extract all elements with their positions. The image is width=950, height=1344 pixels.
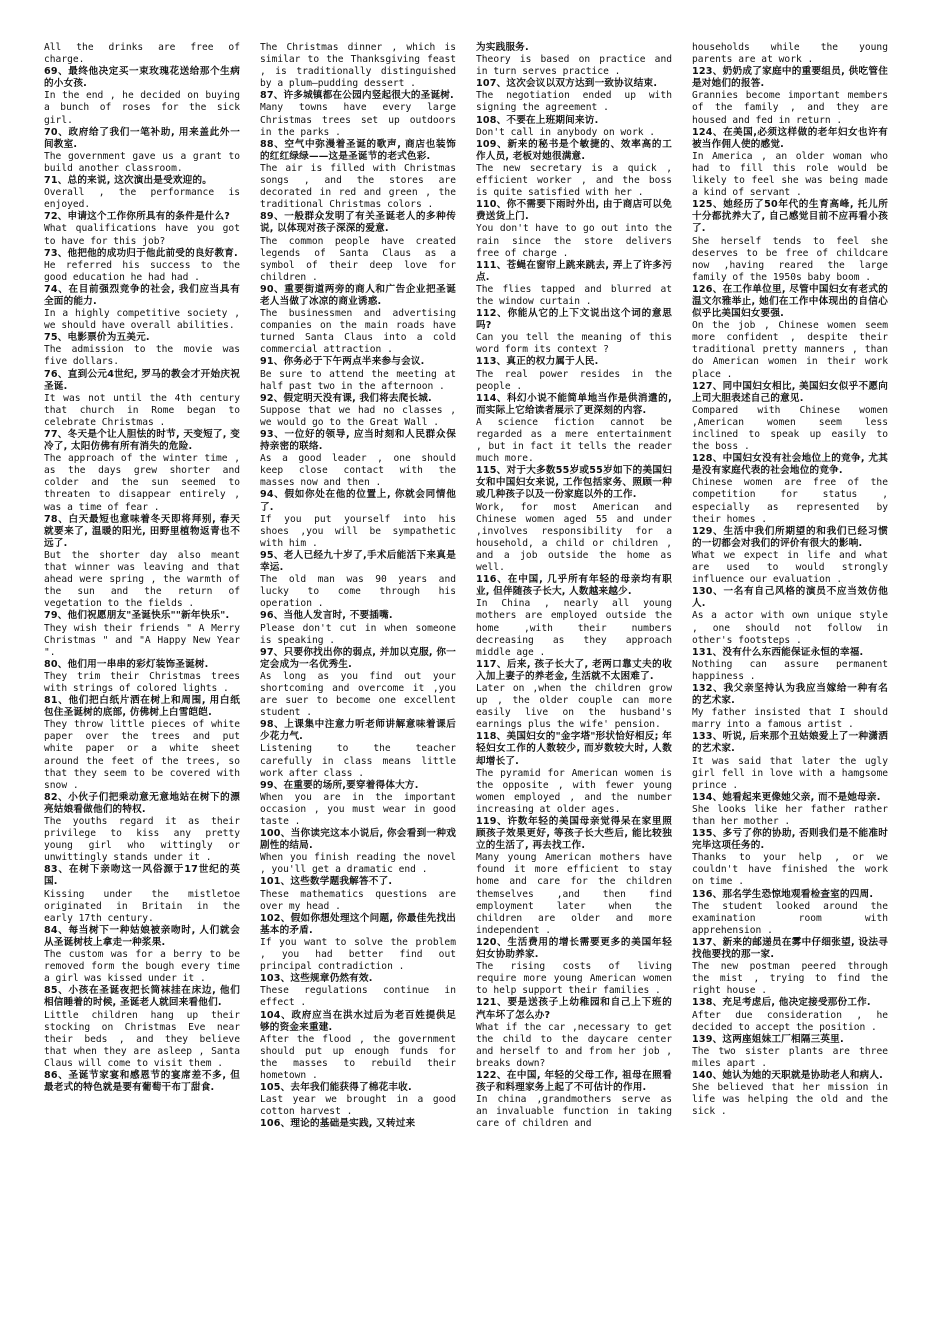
english-translation: What qualifications have you got to have for this job? <box>44 223 246 247</box>
chinese-sentence: 128、中国妇女没有社会地位上的竞争, 尤其是没有家庭代表的社会地位的竞争. <box>692 453 888 477</box>
text-column-2 <box>260 42 462 1334</box>
english-translation: It was said that later the ugly girl fell in love with a hamgsome prince . <box>692 755 894 791</box>
chinese-sentence: 111、苍蝇在窗帘上跳来跳去, 弄上了许多污点. <box>476 259 672 283</box>
chinese-sentence: 110、你不需要下雨时外出, 由于商店可以免费送货上门. <box>476 199 672 223</box>
english-translation: Work, for most American and Chinese women aged 55 and under ,involves responsibility for a household, a child or children , and a job outside the home as well. <box>476 501 678 574</box>
chinese-sentence: 114、科幻小说不能简单地当作是供消遣的, 而实际上它给读者展示了更深刻的内容. <box>476 392 676 416</box>
text-column-1 <box>44 42 246 1334</box>
english-translation: It was not until the 4th century that church in Rome began to celebrate Christmas . <box>44 392 246 428</box>
chinese-sentence: 130、一名有自己风格的演员不应当效仿他人. <box>692 586 888 610</box>
english-translation: In a highly competitive society , we should have overall abilities. <box>44 308 246 332</box>
chinese-sentence: 91、你务必于下午两点半来参与会议. <box>260 356 425 368</box>
chinese-sentence: 89、一般群众发明了有关圣诞老人的多种传说, 以体现对孩子深深的爱意. <box>260 211 456 235</box>
chinese-sentence: 69、最终他决定买一束玫瑰花送给那个生病的小女孩. <box>44 66 240 90</box>
chinese-sentence: 124、在美国,必须这样做的老年妇女也许有被当作佣人使的感觉. <box>692 126 888 150</box>
chinese-sentence: 106、理论的基础是实践, 又转过来 <box>260 1118 416 1130</box>
english-translation: Can you tell the meaning of this word form its context ? <box>476 332 678 356</box>
english-translation: All the drinks are free of charge. <box>44 42 246 66</box>
chinese-sentence: 103、这些规章仍然有效. <box>260 973 373 985</box>
chinese-sentence: 117、后来, 孩子长大了, 老两口靠丈夫的收入加上妻子的养老金, 生活就不太困难了. <box>476 658 672 682</box>
chinese-sentence: 97、只要你找出你的弱点, 并加以克服, 你一定会成为一名优秀生. <box>260 646 456 670</box>
english-translation: She believed that her mission in life was helping the old and the sick . <box>692 1082 894 1118</box>
english-translation: The new postman peered through the mist , trying to find the right house . <box>692 961 894 997</box>
english-translation: On the job , Chinese women seem more confident , despite their traditional pretty manners , than do American women in their work place . <box>692 320 894 380</box>
english-translation: Don't call in anybody on work . <box>476 126 656 138</box>
english-translation: In the end , he decided on buying a bunch of roses for the sick girl. <box>44 90 246 126</box>
english-translation: The real power resides in the people . <box>476 368 678 392</box>
chinese-sentence: 83、在树下亲吻这一风俗源于17世纪的英国. <box>44 864 240 888</box>
english-translation: The admission to the movie was five dollars. <box>44 344 246 368</box>
chinese-sentence: 115、对于大多数55岁或55岁如下的美国妇女和中国妇女来说, 工作包括家务、照顾一种或几种孩子以及一份家庭以外的工作. <box>476 465 672 501</box>
chinese-sentence: 72、申请这个工作你所具有的条件是什么? <box>44 211 231 223</box>
chinese-sentence: 121、要是送孩子上幼稚园和自己上下班的汽车坏了怎么办? <box>476 997 672 1021</box>
chinese-sentence: 102、假如你想处理这个问题, 你最佳先找出基本的矛盾. <box>260 912 456 936</box>
chinese-sentence: 92、假定明天没有课, 我们将去爬长城. <box>260 392 432 404</box>
chinese-sentence: 77、冬天是个让人胆怯的时节, 天变短了, 变冷了, 太阳仿佛有所有消失的危险. <box>44 429 240 453</box>
english-translation: The two sister plants are three miles apart . <box>692 1045 894 1069</box>
chinese-sentence: 99、在重要的场所,要穿着得体大方. <box>260 779 419 791</box>
chinese-sentence: 90、重要街道两旁的商人和广告企业把圣诞老人当做了冰凉的商业诱惑. <box>260 283 456 307</box>
english-translation: Last year we brought in a good cotton harvest . <box>260 1094 462 1118</box>
english-translation: If you put yourself into his shoes ,you will be sympathetic with him . <box>260 513 462 549</box>
chinese-sentence: 140、她认为她的天职就是协助老人和病人. <box>692 1069 883 1081</box>
english-translation: households while the young parents are at work . <box>692 42 894 66</box>
english-translation: These mathematics questions are over my head . <box>260 888 462 912</box>
english-translation: Chinese women are free of the competition for status , especially as represented by their homes . <box>692 477 894 525</box>
english-translation: You don't have to go out into the rain since the store delivers free of charge . <box>476 223 678 259</box>
english-translation: The custom was for a berry to be removed form the bough every time a girl was kissed under it . <box>44 949 246 985</box>
chinese-sentence: 120、生活费用的增长需要更多的美国年轻妇女协助养家. <box>476 936 672 961</box>
english-translation: She looks like her father rather than her mother . <box>692 803 894 827</box>
english-translation: The pyramid for American women is the opposite , with fewer young women employed , and the number increasing at older ages. <box>476 767 678 815</box>
chinese-sentence: 129、生活中我们所期望的和我们已经习惯的一切都会对我们的评价有很大的影响. <box>692 525 888 549</box>
english-translation: Listening to the teacher carefully in class means little work after class . <box>260 743 462 779</box>
english-translation: After due consideration , he decided to accept the position . <box>692 1009 894 1033</box>
chinese-sentence: 135、多亏了你的协助, 否则我们是不能准时完毕这项任务的. <box>692 828 888 852</box>
chinese-sentence: 134、她看起来更像她父亲, 而不是她母亲. <box>692 791 881 803</box>
english-translation: In China , nearly all young mothers are employed outside the home ,with their numbers decreasing as they approach middle age . <box>476 598 678 658</box>
chinese-sentence: 98、上课集中注意力听老师讲解意味着课后少花力气. <box>260 719 456 743</box>
english-translation: The government gave us a grant to build another classroom. <box>44 150 246 174</box>
chinese-sentence: 126、在工作单位里, 尽管中国妇女有老式的温文尔雅举止, 她们在工作中体现出的自信心似乎比美国妇女要强. <box>692 283 888 320</box>
english-translation: She herself tends to feel she deserves to be free of childcare now ,having reared the large family of the 1950s baby boom . <box>692 235 894 283</box>
chinese-sentence: 96、当他人发言时, 不要插嘴. <box>260 610 393 622</box>
english-translation: What we expect in life and what are used to would strongly influence our evaluation . <box>692 549 894 586</box>
english-translation: They wish their friends " A Merry Christmas " and "A Happy New Year ". <box>44 622 246 658</box>
chinese-sentence: 94、假如你处在他的位置上, 你就会同情他了. <box>260 489 456 513</box>
english-translation: After the flood , the government should put up enough funds for the masses to rebuild their hometown . <box>260 1033 462 1081</box>
chinese-sentence: 125、她经历了50年代的生育高峰, 托儿所十分都扰养大了, 自己感觉目前不应再看小孩了. <box>692 199 888 235</box>
english-translation: The negotiation ended up with signing the agreement . <box>476 90 678 114</box>
chinese-sentence: 85、小孩在圣诞夜把长筒袜挂在床边, 他们相信睡着的时候, 圣诞老人就回来看他们. <box>44 985 240 1009</box>
chinese-sentence: 109、新来的秘书是个敏捷的、效率高的工作人员, 老板对她很满意. <box>476 138 672 162</box>
english-translation: The businessmen and advertising companies on the main roads have turned Santa Claus into a cold commercial attraction . <box>260 308 462 356</box>
chinese-sentence: 86、圣诞节家宴和感恩节的宴席差不多, 但最老式的特色就是要有葡萄干布丁甜食. <box>44 1069 240 1094</box>
english-translation: Theory is based on practice and in turn serves practice . <box>476 54 678 78</box>
english-translation: When you finish reading the novel , you'll get a dramatic end . <box>260 852 462 876</box>
chinese-sentence: 87、许多城镇都在公园内竖起很大的圣诞树. <box>260 90 454 102</box>
chinese-sentence: 95、老人已经九十岁了,手术后能活下来真是幸运. <box>260 549 456 574</box>
english-translation: They throw little pieces of white paper over the trees and put white paper or a white sheet around the feet of the trees, so that they seem to be covered with snow . <box>44 719 246 791</box>
english-translation: The new secretary is a quick , efficient worker , and the boss is quite satisfied with her . <box>476 162 678 199</box>
english-translation: Please don't cut in when someone is speaking . <box>260 622 462 646</box>
english-translation: As a actor with own unique style , one should not follow in other's footsteps . <box>692 610 894 646</box>
english-translation: Overall , the performance is enjoyed. <box>44 187 246 211</box>
chinese-sentence: 116、在中国, 几乎所有年轻的母亲均有职业, 但伴随孩子长大, 人数越来越少. <box>476 574 672 598</box>
english-translation: The old man was 90 years and lucky to come through his operation . <box>260 574 462 610</box>
chinese-sentence: 70、政府给了我们一笔补助, 用来盖此外一间教室. <box>44 126 240 150</box>
english-translation: What if the car ,necessary to get the child to the daycare center and herself to and from her job , breaks down? <box>476 1021 678 1069</box>
english-translation: But the shorter day also meant that winner was leaving and that ahead were spring , the warmth of the sun and the return of vegetation to the fields . <box>44 549 246 610</box>
chinese-sentence: 137、新来的邮递员在雾中仔细张望, 设法寻找他要找的那一家. <box>692 936 888 961</box>
chinese-sentence: 81、他们把白纸片洒在树上和周围, 用白纸包住圣诞树的底部, 仿佛树上白雪皑皑. <box>44 695 240 719</box>
chinese-sentence: 122、在中国, 年轻的父母工作, 祖母在照看孩子和料理家务上起了不可估计的作用. <box>476 1069 672 1094</box>
english-translation: In china ,grandmothers serve as an invaluable function in taking care of children and <box>476 1094 678 1130</box>
english-translation: Compared with Chinese women ,American women seem less inclined to speak up easily to the boss . <box>692 404 894 453</box>
chinese-sentence: 139、这两座姐妹工厂相隔三英里. <box>692 1033 844 1045</box>
chinese-sentence: 138、充足考虑后, 他决定接受那份工作. <box>692 997 871 1009</box>
text-column-3 <box>476 42 678 1334</box>
chinese-sentence: 71、总的来说, 这次演出是受欢迎的。 <box>44 175 213 187</box>
english-translation: They trim their Christmas trees with strings of colored lights . <box>44 670 246 694</box>
english-translation: The rising costs of living require more young American women to help support their families . <box>476 961 678 997</box>
chinese-sentence: 101、这些数学题我解答不了. <box>260 876 393 888</box>
english-translation: Nothing can assure permanent happiness . <box>692 658 894 682</box>
english-translation: Many young American mothers have found it more efficient to stay home and care for the children themselves ,and then find employment later when the children are older and more independent . <box>476 852 678 936</box>
chinese-sentence: 104、政府应当在洪水过后为老百姓提供足够的资金来重建. <box>260 1009 456 1033</box>
english-translation: Later on ,when the children grow up , the older couple can more easily live on the husband's earnings plus the wife' pension. <box>476 682 678 731</box>
english-translation: Grannies become important members of the family , and they are housed and fed in return . <box>692 90 894 126</box>
chinese-sentence: 76、直到公元4世纪, 罗马的教会才开始庆祝圣诞. <box>44 368 240 392</box>
chinese-sentence: 74、在目前强烈竞争的社会, 我们应当具有全面的能力. <box>44 283 240 307</box>
english-translation: The flies tapped and blurred at the window curtain . <box>476 283 678 307</box>
english-translation: The air is filled with Christmas songs , and the stores are decorated in red and green , the traditional Christmas colors . <box>260 162 462 211</box>
english-translation: My father insisted that I should marry into a famous artist . <box>692 707 894 731</box>
chinese-sentence: 105、去年我们能获得了棉花丰收. <box>260 1082 412 1094</box>
english-translation: As long as you find out your shortcoming and overcome it ,you are suer to become one excellent student . <box>260 670 462 719</box>
chinese-sentence: 80、他们用一串串的彩灯装饰圣诞树. <box>44 658 209 670</box>
english-translation: Kissing under the mistletoe originated in Britain in the early 17th century. <box>44 888 246 924</box>
chinese-sentence: 84、每当树下一种姑娘被亲吻时, 人们就会从圣诞树枝上拿走一种浆果. <box>44 924 240 948</box>
english-translation: Thanks to your help , or we couldn't have finished the work on time . <box>692 852 894 888</box>
chinese-sentence: 119、许数年轻的美国母亲觉得呆在家里照顾孩子效果更好, 等孩子长大些后, 能比较独立的生活了, 再去找工作. <box>476 816 672 852</box>
chinese-sentence: 127、同中国妇女相比, 美国妇女似乎不愿向上司大胆表述自己的意见. <box>692 380 888 404</box>
english-translation: A science fiction cannot be regarded as a mere entertainment , but in fact it tells the reader much more. <box>476 416 678 465</box>
english-translation: The youths regard it as their privilege to kiss any pretty young girl who wittingly or unwittingly stands under it . <box>44 816 246 864</box>
chinese-sentence: 82、小伙子们把乘动意无意地站在树下的漂亮姑娘看做他们的特权. <box>44 791 240 815</box>
english-translation: These regulations continue in effect . <box>260 985 462 1009</box>
english-translation: The Christmas dinner , which is similar to the Thanksgiving feast , is traditionally distinguished by a plum—pudding dessert . <box>260 42 462 90</box>
chinese-sentence: 123、奶奶成了家庭中的重要组员, 供吃管住是对她们的报答. <box>692 66 888 90</box>
chinese-sentence: 136、那名学生恐惊地观看检查室的四周. <box>692 888 874 900</box>
chinese-sentence: 107、这次会议以双方达到一致协议结束. <box>476 78 658 90</box>
chinese-sentence: 100、当你读完这本小说后, 你会看到一种戏剧性的结局. <box>260 828 456 852</box>
chinese-sentence: 75、电影票价为五美元. <box>44 332 150 344</box>
chinese-sentence: 108、不要在上班期间来访. <box>476 114 599 126</box>
chinese-sentence: 133、听说, 后来那个丑姑娘爱上了一种潇洒的艺术家. <box>692 731 888 755</box>
chinese-sentence: 113、真正的权力属于人民. <box>476 356 599 368</box>
english-translation: The common people have created legends of Santa Claus as a symbol of their deep love for children . <box>260 235 462 283</box>
chinese-sentence: 88、空气中弥漫着圣诞的歌声, 商店也装饰的红红绿绿——这是圣诞节的老式色彩. <box>260 138 456 162</box>
english-translation: In America , an older woman who had to fill this role would be likely to feel she was being made a kind of servant . <box>692 150 894 199</box>
english-translation: As a good leader , one should keep close contact with the masses now and then . <box>260 453 462 489</box>
english-translation: Be sure to attend the meeting at half past two in the afternoon . <box>260 368 462 392</box>
chinese-sentence: 131、没有什么东西能保证永恒的幸福. <box>692 646 864 658</box>
english-translation: The approach of the winter time , as the days grew shorter and colder and the sun seemed to threaten to disappear entirely , was a time of fear . <box>44 453 246 513</box>
chinese-sentence: 为实践服务. <box>476 42 529 53</box>
chinese-sentence: 132、我父亲坚持认为我应当嫁给一种有名的艺术家. <box>692 682 888 707</box>
chinese-sentence: 118、美国妇女的"金字塔"形状恰好相反; 年轻妇女工作的人数较少, 而岁数较大时, 人数却增长了. <box>476 731 672 767</box>
chinese-sentence: 112、你能从它的上下文说出这个词的意思吗? <box>476 308 672 332</box>
english-translation: When you are in the important occasion , you must wear in good taste . <box>260 791 462 827</box>
chinese-sentence: 93、一位好的领导, 应当时刻和人民群众保持亲密的联络. <box>260 429 456 453</box>
text-column-4 <box>692 42 894 1334</box>
english-translation: The student looked around the examination room with apprehension . <box>692 900 894 936</box>
english-translation: He referred his success to the good education he had had . <box>44 259 246 283</box>
chinese-sentence: 73、他把他的成功归于他此前受的良好教育. <box>44 247 238 259</box>
chinese-sentence: 78、白天最短也意味着冬天即将拜别, 春天就要来了, 温暖的阳光, 田野里植物返青也不远了. <box>44 513 240 549</box>
chinese-sentence: 79、他们祝愿朋友"圣诞快乐""新年快乐". <box>44 610 230 622</box>
english-translation: Suppose that we had no classes , we would go to the Great Wall . <box>260 404 462 428</box>
english-translation: If you want to solve the problem , you had better find out principal contradiction . <box>260 936 462 973</box>
english-translation: Many towns have every large Christmas trees set up outdoors in the parks . <box>260 102 462 138</box>
english-translation: Little children hang up their stocking on Christmas Eve near their beds , and they believe that when they are asleep , Santa Claus will come to visit them . <box>44 1009 246 1069</box>
